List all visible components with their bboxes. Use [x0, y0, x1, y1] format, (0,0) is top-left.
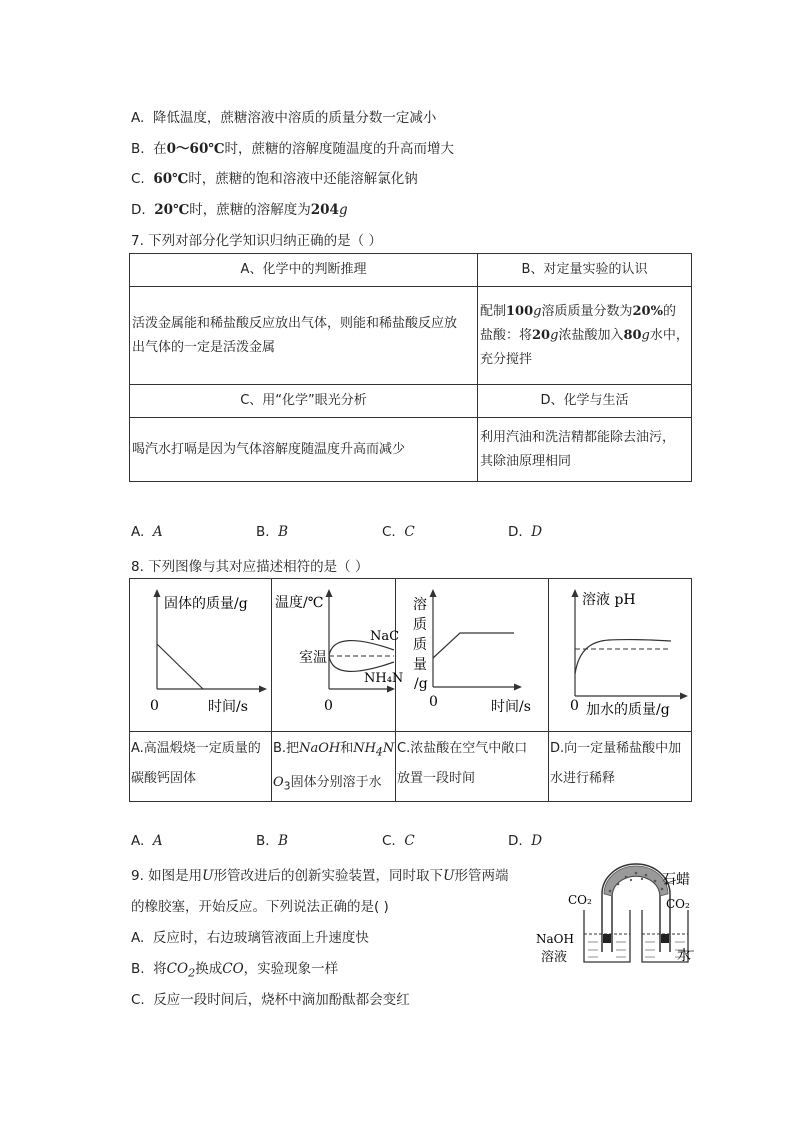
graph-b-room-label: 室温: [299, 650, 327, 666]
q8-graph-c: [396, 579, 548, 727]
q7-answer-c: C. C: [382, 524, 415, 540]
graph-b-ylabel: 温度/℃: [275, 595, 324, 611]
q7-answer-a: A. A: [131, 524, 163, 540]
q9-label-wax: 石蜡: [662, 872, 690, 888]
q6-option-d: D. 20℃时，蔗糖的溶解度为204g: [131, 202, 348, 218]
q9-stem-line1: 9. 如图是用U形管改进后的创新实验装置，同时取下U形管两端: [131, 868, 509, 884]
q8-graph-c-cell: [396, 579, 549, 732]
q8-caption-d: D.向一定量稀盐酸中加 水进行稀释: [549, 732, 692, 802]
q8-answer-a: A. A: [131, 833, 163, 849]
graph-d-xlabel: 加水的质量/g: [586, 702, 670, 718]
graph-a-origin: 0: [150, 698, 159, 714]
q7-c-body: 喝汽水打嗝是因为气体溶解度随温度升高而减少: [130, 418, 478, 482]
q7-table: [129, 253, 692, 482]
q7-answer-b: B. B: [256, 524, 289, 540]
q7-d-body: 利用汽油和洗洁精都能除去油污， 其除油原理相同: [478, 418, 692, 482]
graph-d-ylabel: 溶液 pH: [582, 592, 636, 608]
graph-c-ylabel-5: /g: [414, 676, 428, 692]
q9-label-co2-left: CO₂: [568, 893, 592, 907]
q9-option-c: C. 反应一段时间后，烧杯中滴加酚酞都会变红: [131, 992, 410, 1008]
q7-a-head: A、化学中的判断推理: [130, 254, 478, 287]
graph-b-naoh-label: NaC: [370, 629, 400, 644]
graph-c-ylabel-1: 溶: [413, 597, 427, 613]
graph-c-ylabel-2: 质: [413, 617, 427, 633]
q7-d-head: D、化学与生活: [478, 385, 692, 418]
graph-d-origin: 0: [570, 698, 579, 714]
q8-graph-b-cell: [272, 579, 404, 732]
q7-stem: 7. 下列对部分化学知识归纳正确的是（ ）: [131, 233, 382, 249]
q6-option-c: C. 60℃时，蔗糖的饱和溶液中还能溶解氯化钠: [131, 171, 418, 187]
q8-graph-b: [272, 579, 404, 727]
q9-label-co2-right: CO₂: [666, 897, 690, 911]
q8-graph-a-cell: [130, 579, 272, 732]
q9-option-a: A. 反应时，右边玻璃管液面上升速度快: [131, 930, 369, 946]
q8-caption-a: A.高温煅烧一定质量的 碳酸钙固体: [130, 732, 272, 802]
q8-answer-c: C. C: [382, 833, 415, 849]
q9-label-naoh: NaOH: [536, 932, 574, 946]
q6-option-a: A. 降低温度，蔗糖溶液中溶质的质量分数一定减小: [131, 110, 437, 126]
q8-caption-c: C.浓盐酸在空气中敞口 放置一段时间: [396, 732, 549, 802]
q8-answer-b: B. B: [256, 833, 289, 849]
q9-stem-line2: 的橡胶塞，开始反应。下列说法正确的是( ): [131, 899, 389, 915]
q9-option-b: B. 将$CO_2$换成CO，实验现象一样: [131, 961, 339, 980]
q8-graph-d: [549, 579, 691, 727]
graph-c-ylabel-3: 质: [413, 637, 427, 653]
graph-c-origin: 0: [429, 694, 438, 710]
graph-b-origin: 0: [324, 698, 333, 714]
graph-a-xlabel: 时间/s: [208, 699, 248, 715]
graph-c-ylabel-4: 量: [413, 657, 427, 673]
q7-b-head: B、对定量实验的认识: [478, 254, 692, 287]
q7-c-head: C、用“化学”眼光分析: [130, 385, 478, 418]
q8-stem: 8. 下列图像与其对应描述相符的是（ ）: [131, 559, 369, 575]
q9-label-solution: 溶液: [541, 950, 568, 965]
q7-answer-d: D. D: [508, 524, 543, 540]
graph-b-nh4no3-label: NH₄N: [364, 671, 404, 686]
q8-answer-d: D. D: [508, 833, 543, 849]
q8-graph-a: [130, 579, 271, 727]
q8-table: [129, 578, 692, 802]
q9-label-water: 水: [677, 948, 691, 964]
q7-b-body: 配制100g溶质质量分数为20%的 盐酸：将20g浓盐酸加入80g水中， 充分搅拌: [478, 287, 692, 385]
graph-a-ylabel: 固体的质量/g: [164, 596, 248, 612]
q6-option-b: B. 在0～60℃时，蔗糖的溶解度随温度的升高而增大: [131, 141, 455, 157]
q9-apparatus-figure: [532, 862, 702, 972]
q8-caption-b: B.把NaOH和$NH_4N$ $O_3$固体分别溶于水: [272, 732, 396, 802]
q7-a-body: 活泼金属能和稀盐酸反应放出气体，则能和稀盐酸反应放 出气体的一定是活泼金属: [130, 287, 478, 385]
graph-c-xlabel: 时间/s: [491, 699, 531, 715]
q8-graph-d-cell: [549, 579, 692, 732]
